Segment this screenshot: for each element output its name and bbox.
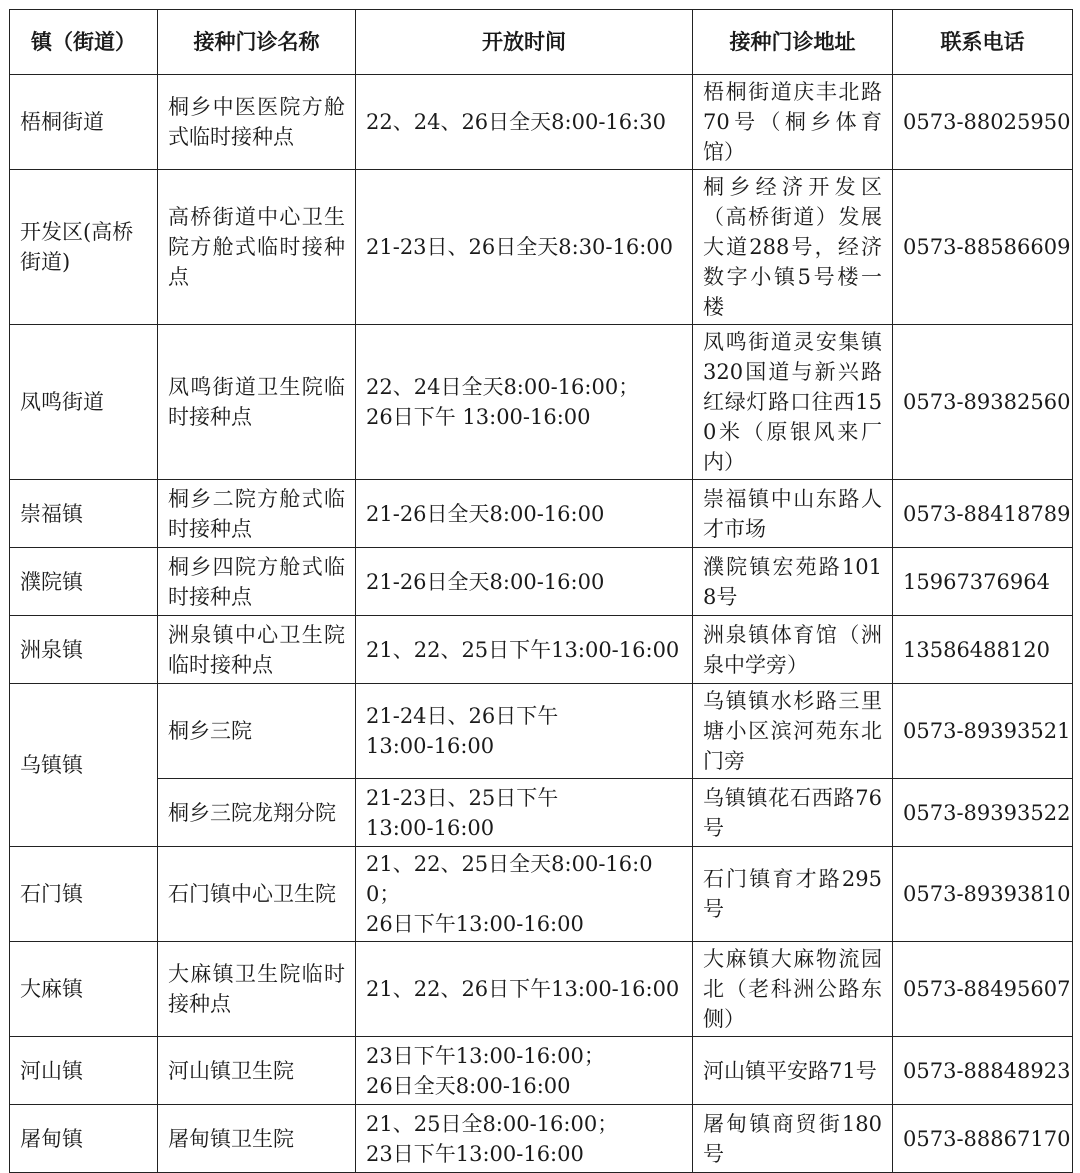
address-cell: 河山镇平安路71号 xyxy=(693,1037,893,1105)
open-time-cell: 22、24日全天8:00-16:00； 26日下午 13:00-16:00 xyxy=(356,325,693,480)
address-cell: 大麻镇大麻物流园北（老科洲公路东侧） xyxy=(693,942,893,1037)
phone-cell: 0573-88586609 xyxy=(893,170,1073,325)
phone-cell: 0573-88848923 xyxy=(893,1037,1073,1105)
clinic-name-cell: 桐乡四院方舱式临时接种点 xyxy=(158,548,356,616)
address-cell: 乌镇镇花石西路76号 xyxy=(693,779,893,847)
address-cell: 崇福镇中山东路人才市场 xyxy=(693,480,893,548)
header-town: 镇（街道） xyxy=(10,10,158,75)
address-cell: 乌镇镇水杉路三里塘小区滨河苑东北门旁 xyxy=(693,684,893,779)
open-time-cell: 21、22、25日全天8:00-16:00； 26日下午13:00-16:00 xyxy=(356,847,693,942)
clinic-name-cell: 大麻镇卫生院临时接种点 xyxy=(158,942,356,1037)
table-row xyxy=(10,480,1073,548)
open-time-cell: 21-26日全天8:00-16:00 xyxy=(356,548,693,616)
town-cell: 凤鸣街道 xyxy=(10,325,158,480)
address-cell: 凤鸣街道灵安集镇320国道与新兴路红绿灯路口往西150米（原银风来厂内） xyxy=(693,325,893,480)
open-time-cell: 22、24、26日全天8:00-16:30 xyxy=(356,75,693,170)
clinic-name-cell: 屠甸镇卫生院 xyxy=(158,1105,356,1173)
clinic-name-cell: 石门镇中心卫生院 xyxy=(158,847,356,942)
header-phone: 联系电话 xyxy=(893,10,1073,75)
header-clinic-address: 接种门诊地址 xyxy=(693,10,893,75)
town-cell: 大麻镇 xyxy=(10,942,158,1037)
table-row xyxy=(10,847,1073,942)
clinic-name-cell: 桐乡三院龙翔分院 xyxy=(158,779,356,847)
open-time-cell: 21、22、25日下午13:00-16:00 xyxy=(356,616,693,684)
phone-cell: 0573-88025950 xyxy=(893,75,1073,170)
clinic-name-cell: 河山镇卫生院 xyxy=(158,1037,356,1105)
address-cell: 屠甸镇商贸街180号 xyxy=(693,1105,893,1173)
open-time-cell: 21-24日、26日下午 13:00-16:00 xyxy=(356,684,693,779)
vaccination-clinic-table xyxy=(9,9,1073,1173)
table-row xyxy=(10,684,1073,779)
address-cell: 濮院镇宏苑路1018号 xyxy=(693,548,893,616)
open-time-cell: 23日下午13:00-16:00； 26日全天8:00-16:00 xyxy=(356,1037,693,1105)
open-time-cell: 21-23日、26日全天8:30-16:00 xyxy=(356,170,693,325)
phone-cell: 0573-88495607 xyxy=(893,942,1073,1037)
clinic-name-cell: 桐乡二院方舱式临时接种点 xyxy=(158,480,356,548)
vaccination-clinic-table-container xyxy=(9,9,1073,1173)
address-cell: 桐乡经济开发区（高桥街道）发展大道288号，经济数字小镇5号楼一楼 xyxy=(693,170,893,325)
address-cell: 洲泉镇体育馆（洲泉中学旁） xyxy=(693,616,893,684)
town-cell: 梧桐街道 xyxy=(10,75,158,170)
clinic-name-cell: 高桥街道中心卫生院方舱式临时接种点 xyxy=(158,170,356,325)
clinic-name-cell: 桐乡中医医院方舱式临时接种点 xyxy=(158,75,356,170)
header-clinic-name: 接种门诊名称 xyxy=(158,10,356,75)
phone-cell: 0573-89393521 xyxy=(893,684,1073,779)
phone-cell: 13586488120 xyxy=(893,616,1073,684)
table-row xyxy=(10,942,1073,1037)
table-row xyxy=(10,75,1073,170)
town-cell: 崇福镇 xyxy=(10,480,158,548)
open-time-cell: 21、25日全8:00-16:00； 23日下午13:00-16:00 xyxy=(356,1105,693,1173)
phone-cell: 15967376964 xyxy=(893,548,1073,616)
address-cell: 石门镇育才路295号 xyxy=(693,847,893,942)
phone-cell: 0573-88418789 xyxy=(893,480,1073,548)
table-row xyxy=(10,170,1073,325)
table-row xyxy=(10,616,1073,684)
town-cell: 开发区(高桥街道) xyxy=(10,170,158,325)
phone-cell: 0573-89393522 xyxy=(893,779,1073,847)
town-cell: 乌镇镇 xyxy=(10,684,158,847)
town-cell: 濮院镇 xyxy=(10,548,158,616)
phone-cell: 0573-89393810 xyxy=(893,847,1073,942)
open-time-cell: 21-26日全天8:00-16:00 xyxy=(356,480,693,548)
header-open-time: 开放时间 xyxy=(356,10,693,75)
header-row xyxy=(10,10,1073,75)
phone-cell: 0573-89382560 xyxy=(893,325,1073,480)
table-row xyxy=(10,1037,1073,1105)
table-row xyxy=(10,779,1073,847)
clinic-name-cell: 洲泉镇中心卫生院临时接种点 xyxy=(158,616,356,684)
address-cell: 梧桐街道庆丰北路70号（桐乡体育馆） xyxy=(693,75,893,170)
clinic-name-cell: 桐乡三院 xyxy=(158,684,356,779)
open-time-cell: 21、22、26日下午13:00-16:00 xyxy=(356,942,693,1037)
clinic-name-cell: 凤鸣街道卫生院临时接种点 xyxy=(158,325,356,480)
open-time-cell: 21-23日、25日下午 13:00-16:00 xyxy=(356,779,693,847)
table-row xyxy=(10,1105,1073,1173)
town-cell: 河山镇 xyxy=(10,1037,158,1105)
town-cell: 洲泉镇 xyxy=(10,616,158,684)
town-cell: 屠甸镇 xyxy=(10,1105,158,1173)
town-cell: 石门镇 xyxy=(10,847,158,942)
table-row xyxy=(10,548,1073,616)
phone-cell: 0573-88867170 xyxy=(893,1105,1073,1173)
table-row xyxy=(10,325,1073,480)
